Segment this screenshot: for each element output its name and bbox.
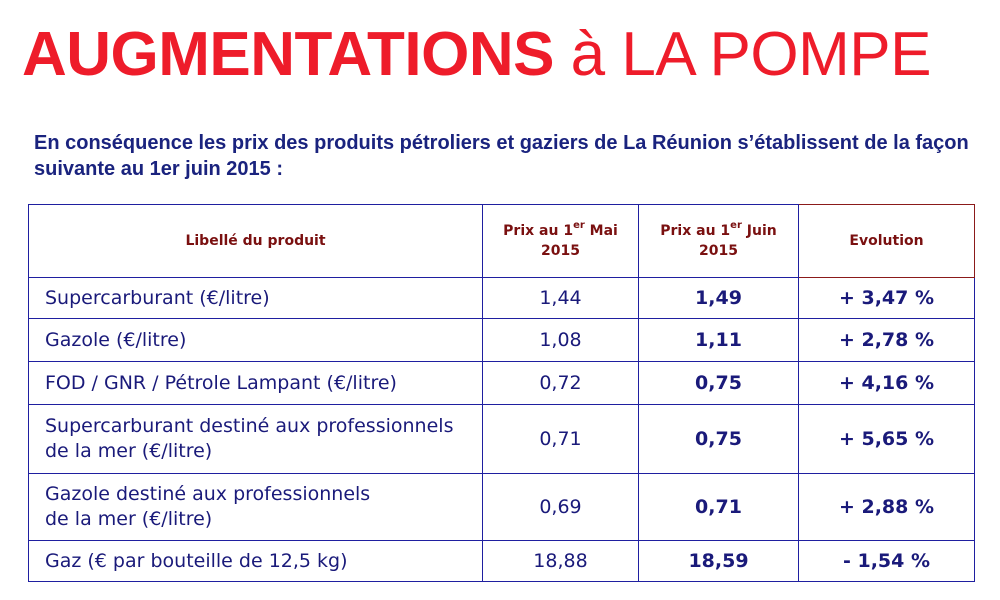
product-cell: Gaz (€ par bouteille de 12,5 kg) <box>29 541 483 582</box>
table-row <box>29 474 975 541</box>
evolution-cell: + 4,16 % <box>799 362 975 405</box>
header-price-june: Prix au 1er Juin 2015 <box>639 205 799 278</box>
price-table <box>28 204 975 582</box>
table-header-row <box>29 205 975 278</box>
product-cell: FOD / GNR / Pétrole Lampant (€/litre) <box>29 362 483 405</box>
may-price-cell: 0,69 <box>483 474 639 541</box>
evolution-cell: - 1,54 % <box>799 541 975 582</box>
headline-light: à LA POMPE <box>553 20 931 89</box>
may-price-cell: 1,44 <box>483 278 639 319</box>
june-price-cell: 1,11 <box>639 319 799 362</box>
may-price-cell: 18,88 <box>483 541 639 582</box>
may-price-cell: 1,08 <box>483 319 639 362</box>
product-cell: Gazole destiné aux professionnels de la mer (€/litre) <box>29 474 483 541</box>
june-price-cell: 0,71 <box>639 474 799 541</box>
product-cell: Supercarburant (€/litre) <box>29 278 483 319</box>
table-row <box>29 319 975 362</box>
june-price-cell: 18,59 <box>639 541 799 582</box>
table-row <box>29 362 975 405</box>
evolution-cell: + 2,88 % <box>799 474 975 541</box>
table-row <box>29 405 975 474</box>
headline-bold: AUGMENTATIONS <box>22 20 554 89</box>
table-row <box>29 278 975 319</box>
june-price-cell: 0,75 <box>639 362 799 405</box>
product-cell: Gazole (€/litre) <box>29 319 483 362</box>
evolution-cell: + 2,78 % <box>799 319 975 362</box>
evolution-cell: + 5,65 % <box>799 405 975 474</box>
header-product: Libellé du produit <box>29 205 483 278</box>
header-price-may: Prix au 1er Mai 2015 <box>483 205 639 278</box>
header-evolution: Evolution <box>799 205 975 278</box>
table-row <box>29 541 975 582</box>
may-price-cell: 0,71 <box>483 405 639 474</box>
june-price-cell: 1,49 <box>639 278 799 319</box>
june-price-cell: 0,75 <box>639 405 799 474</box>
intro-text: En conséquence les prix des produits pétroliers et gaziers de La Réunion s’établissent de la façon suivante au 1er juin 2015 : <box>34 132 969 180</box>
evolution-cell: + 3,47 % <box>799 278 975 319</box>
product-cell: Supercarburant destiné aux professionnels de la mer (€/litre) <box>29 405 483 474</box>
may-price-cell: 0,72 <box>483 362 639 405</box>
headline <box>22 20 931 89</box>
